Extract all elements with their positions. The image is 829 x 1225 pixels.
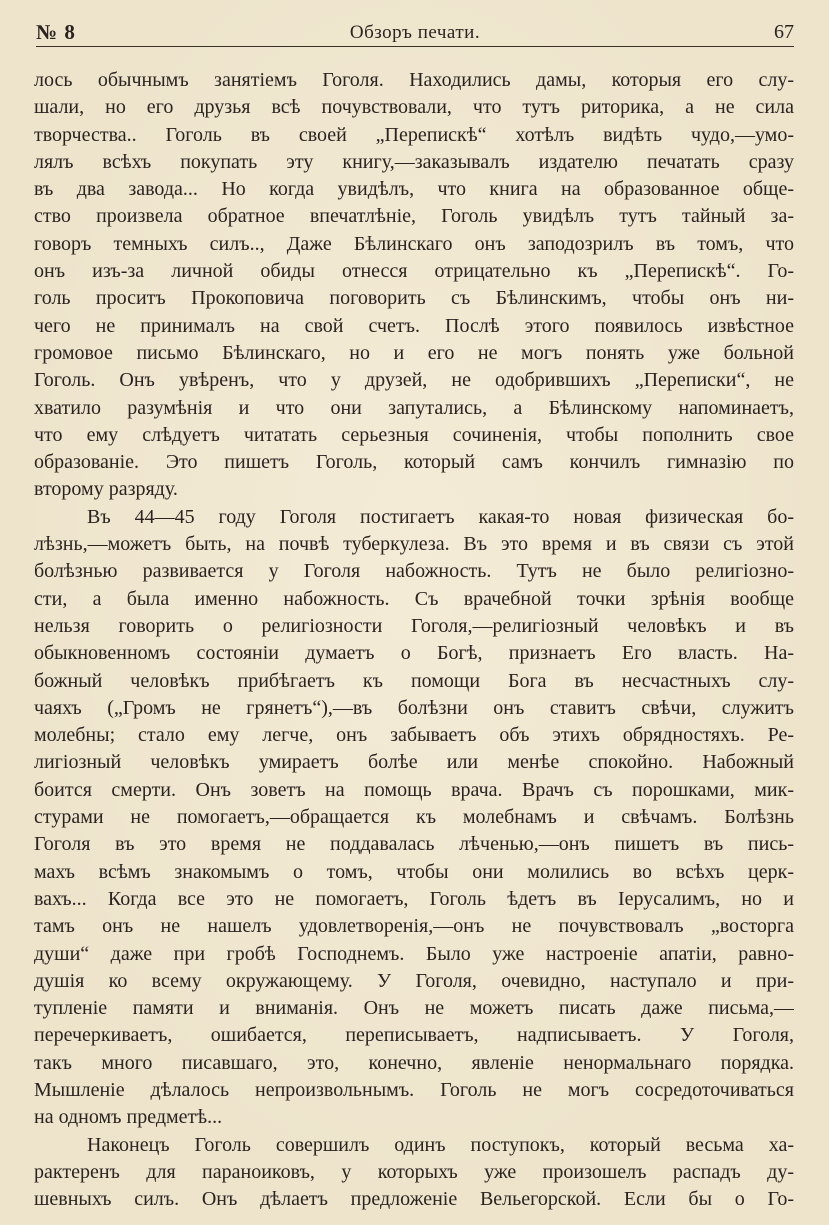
text-line: махъ всѣмъ знакомымъ о томъ, чтобы они молились во всѣхъ церк- — [34, 860, 794, 883]
text-line: что ему слѣдуетъ читатать серьезныя сочиненія, чтобы пополнить свое — [34, 423, 794, 446]
issue-number: № 8 — [36, 20, 76, 44]
text-line: обыкновенномъ состояніи думаетъ о Богѣ, признаетъ Его власть. На- — [34, 642, 794, 665]
text-line: ство произвела обратное впечатлѣніе, Гоголь увидѣлъ тутъ тайный за- — [34, 205, 794, 228]
text-line: лось обычнымъ занятіемъ Гоголя. Находились дамы, которыя его слу- — [34, 69, 794, 91]
text-line: вахъ... Когда все это не помогаетъ, Гоголь ѣдетъ въ Іерусалимъ, но и — [34, 887, 794, 910]
text-line: Мышленіе дѣлалось непроизвольнымъ. Гоголь не могъ сосредоточиваться — [34, 1078, 794, 1101]
text-line: Гоголь. Онъ увѣренъ, что у друзей, не одобрившихъ „Переписки“, не — [34, 369, 794, 392]
text-line: образованіе. Это пишетъ Гоголь, который самъ кончилъ гимназію по — [34, 451, 794, 474]
text-line: Наконецъ Гоголь совершилъ одинъ поступокъ, который весьма ха- — [87, 1133, 794, 1156]
text-line: громовое письмо Бѣлинскаго, но и его не могъ понять уже больной — [34, 341, 794, 364]
text-line: боится смерти. Онъ зоветъ на помощь врача. Врачъ съ порошками, мик- — [34, 778, 794, 801]
text-line: въ два завода... Но когда увидѣлъ, что книга на образованное обще- — [34, 178, 794, 201]
page-header — [36, 20, 794, 48]
text-line: молебны; стало ему легче, онъ забываетъ объ этихъ обрядностяхъ. Ре- — [34, 724, 794, 747]
text-line: такъ много писавшаго, это, конечно, явленіе ненормальнаго порядка. — [34, 1051, 794, 1074]
text-line: душія ко всему окружающему. У Гоголя, очевидно, наступало и при- — [34, 969, 794, 992]
text-line: сти, а была именно набожность. Съ врачебной точки зрѣнія вообще — [34, 587, 794, 610]
text-line: лѣзнь,—можетъ быть, на почвѣ туберкулеза. Въ это время и въ связи съ этой — [34, 533, 794, 556]
text-line: перечеркиваетъ, ошибается, переписываетъ, надписываетъ. У Гоголя, — [34, 1024, 794, 1047]
text-line: голь проситъ Прокоповича поговорить съ Бѣлинскимъ, чтобы онъ ни- — [34, 287, 794, 310]
text-line: рактеренъ для параноиковъ, у которыхъ уже произошелъ распадъ ду- — [34, 1160, 794, 1183]
text-line: стурами не помогаетъ,—обращается къ молебнамъ и свѣчамъ. Болѣзнь — [34, 806, 794, 829]
text-line: тамъ онъ не нашелъ удовлетворенія,—онъ не почувствовалъ „восторга — [34, 915, 794, 938]
text-line: шевныхъ силъ. Онъ дѣлаетъ предложеніе Вельегорской. Если бы о Го- — [34, 1188, 794, 1211]
text-line: говоръ темныхъ силъ.., Даже Бѣлинскаго онъ заподозрилъ въ томъ, что — [34, 232, 794, 255]
text-line: тупленіе памяти и вниманія. Онъ не можетъ писать даже письма,— — [34, 997, 794, 1020]
text-line: болѣзнью развивается у Гоголя набожность. Тутъ не было религіозно- — [34, 560, 794, 583]
page-number: 67 — [774, 21, 794, 43]
section-title: Обзоръ печати. — [349, 22, 481, 43]
text-line: божный человѣкъ прибѣгаетъ къ помощи Бога въ несчастныхъ слу- — [34, 669, 794, 692]
text-line: нельзя говорить о религіозности Гоголя,—религіозный человѣкъ и въ — [34, 614, 794, 637]
text-line: шали, но его друзья всѣ почувствовали, что тутъ риторика, а не сила — [34, 96, 794, 119]
header-rule — [36, 46, 794, 47]
text-line: второму разряду. — [34, 478, 178, 501]
text-line: Въ 44—45 году Гоголя постигаетъ какая-то новая физическая бо- — [87, 505, 794, 528]
text-line: лялъ всѣхъ покупать эту книгу,—заказывалъ издателю печатать сразу — [34, 150, 794, 173]
text-line: хватило разумѣнія и что они запутались, а Бѣлинскому напоминаетъ, — [34, 396, 794, 419]
text-line: Гоголя въ это время не поддавалась лѣченью,—онъ пишетъ въ пись- — [34, 833, 794, 856]
text-line: онъ изъ-за личной обиды отнесся отрицательно къ „Перепискѣ“. Го- — [34, 260, 794, 283]
article-body — [34, 67, 794, 1213]
text-line: души“ даже при гробѣ Господнемъ. Было уже настроеніе апатіи, равно- — [34, 942, 794, 965]
text-line: творчества.. Гоголь въ своей „Перепискѣ“ хотѣлъ видѣть чудо,—умо- — [34, 123, 794, 146]
text-line: чего не принималъ на свой счетъ. Послѣ этого появилось извѣстное — [34, 314, 794, 337]
text-line: лигіозный человѣкъ умираетъ болѣе или менѣе спокойно. Набожный — [34, 751, 794, 774]
text-line: на одномъ предметѣ... — [34, 1106, 223, 1129]
text-line: чаяхъ („Громъ не грянетъ“),—въ болѣзни онъ ставитъ свѣчи, служитъ — [34, 696, 794, 719]
